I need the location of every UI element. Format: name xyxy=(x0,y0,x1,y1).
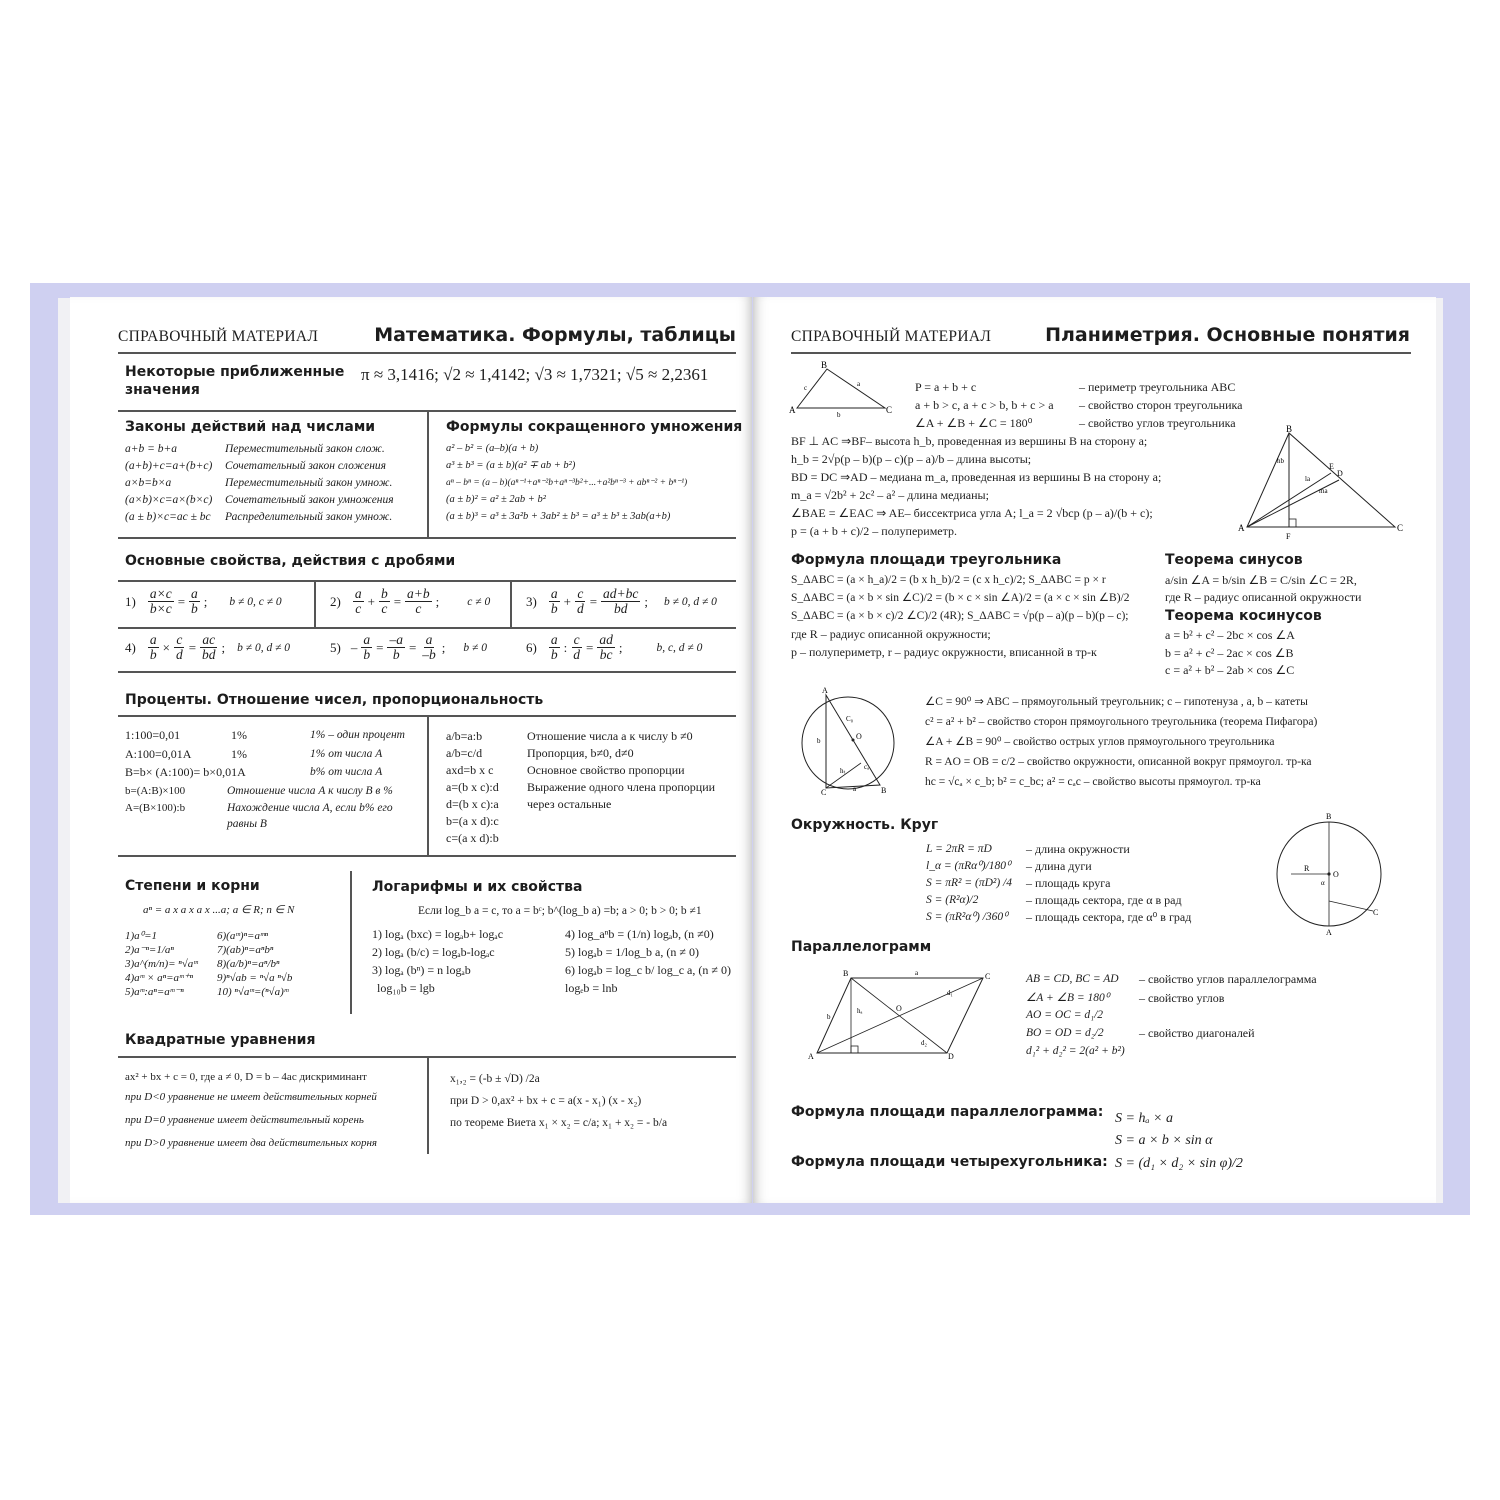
fraction: $\frac{a}{b}$ xyxy=(550,632,558,662)
divider xyxy=(314,580,316,627)
rule xyxy=(118,627,736,629)
cosines-line: b = a² + c² – 2ac × cos ∠B xyxy=(1165,646,1294,660)
svg-text:hb: hb xyxy=(1277,457,1284,465)
parallelogram-formula: AO = OC = d₁/2 xyxy=(1026,1009,1104,1021)
parallelogram-diagram xyxy=(797,961,997,1061)
percent-formula: B=b× (A:100)= b×0,01A xyxy=(125,765,246,779)
log-rule: logₑb = lnb xyxy=(565,981,618,995)
svg-text:C₀: C₀ xyxy=(846,715,854,723)
cosines-title: Теорема косинусов xyxy=(1165,608,1322,624)
law-desc: Сочетательный закон умножения xyxy=(225,494,394,506)
svg-text:A: A xyxy=(822,686,828,695)
circle-formula: S = (πR²α⁰) /360⁰ xyxy=(926,911,1008,923)
log-rule: 4) log_aⁿb = (1/n) logₐb, (n ≠0) xyxy=(565,927,714,941)
left-page xyxy=(70,297,752,1203)
proportion-formula: b=(a x d):c xyxy=(446,814,499,828)
area-formula: S_ΔABC = (a × b × sin ∠C)/2 = (b × c × sin ∠A)/2 = (a × c × sin ∠B)/2 xyxy=(791,592,1130,604)
parallelogram-area-title: Формула площади параллелограмма: xyxy=(791,1104,1104,1120)
parallelogram-formula: AB = CD, BC = AD xyxy=(1026,973,1119,985)
divider xyxy=(427,715,429,855)
percent-formula: A:100=0,01A xyxy=(125,747,192,761)
law-desc: Переместительный закон слож. xyxy=(225,443,385,455)
fraction: $\frac{-a}{b}$ xyxy=(389,632,403,662)
svg-text:O: O xyxy=(896,1004,902,1013)
percent-formula: A=(B×100):b xyxy=(125,802,186,814)
parallelogram-area-formula: S = a × b × sin α xyxy=(1115,1133,1213,1148)
rule xyxy=(118,537,736,539)
quadrilateral-area-formula: S = (d₁ × d₂ × sin φ)/2 xyxy=(1115,1156,1243,1171)
circle-formula: L = 2πR = πD xyxy=(926,843,992,855)
svg-text:cₐ: cₐ xyxy=(864,763,870,771)
svg-text:c: c xyxy=(804,384,808,392)
percent-desc: 1% – один процент xyxy=(310,729,405,741)
area-formula: где R – радиус описанной окружности; xyxy=(791,627,991,641)
svg-text:d₂: d₂ xyxy=(921,1039,927,1047)
parallelogram-area-formula: S = hₐ × a xyxy=(1115,1111,1173,1126)
triangle-desc: – периметр треугольника ABC xyxy=(1079,380,1236,394)
fraction: $\frac{b}{c}$ xyxy=(380,586,388,616)
triangle-line: p = (a + b + c)/2 – полупериметр. xyxy=(791,524,958,538)
proportion-formula: a/b=a:b xyxy=(446,729,483,743)
triangle-formula: a + b > c, a + c > b, b + c > a xyxy=(915,398,1054,412)
power-rule: 5)aᵐ:aⁿ=aᵐ⁻ⁿ xyxy=(125,986,184,998)
svg-text:a: a xyxy=(857,380,861,388)
area-title: Формула площади треугольника xyxy=(791,552,1062,568)
circle-title: Окружность. Круг xyxy=(791,817,939,833)
log-rule: 2) logₐ (b/c) = logₐb-logₐc xyxy=(372,945,495,959)
svg-text:A: A xyxy=(789,405,796,415)
fraction: $\frac{a}{-b}$ xyxy=(422,632,436,662)
svg-text:D: D xyxy=(948,1052,954,1061)
svg-text:a: a xyxy=(915,969,919,977)
sines-line: где R – радиус описанной окружности xyxy=(1165,590,1362,604)
fractions-title: Основные свойства, действия с дробями xyxy=(125,553,456,569)
logs-definition: Если log_b a = c, то a = bᶜ; b^(log_b a) =b; a > 0; b > 0; b ≠1 xyxy=(418,905,702,917)
log-rule: 3) logₐ (bⁿ) = n logₐb xyxy=(372,963,471,977)
fraction-rule-4: 4) $\frac{a}{b}$ × $\frac{c}{d}$ = $\frac{ac}{bd}$ ; b ≠ 0, d ≠ 0 xyxy=(125,632,291,662)
fraction: $\frac{ad+bc}{bd}$ xyxy=(603,586,639,616)
approx-title-1: Некоторые приближенные xyxy=(125,364,345,380)
powers-definition: aⁿ = a x a x a x ...a; a ∈ R; n ∈ N xyxy=(143,904,295,916)
svg-text:B: B xyxy=(821,360,828,370)
quadratic-line: ax² + bx + c = 0, где a ≠ 0, D = b – 4ac дискриминант xyxy=(125,1071,367,1083)
proportion-formula: axd=b x c xyxy=(446,763,494,777)
svg-text:b: b xyxy=(817,737,821,745)
parallelogram-desc: – свойство диагоналей xyxy=(1139,1026,1255,1040)
right-header-label: СПРАВОЧНЫЙ МАТЕРИАЛ xyxy=(791,328,992,345)
fraction-rule-5: 5) – $\frac{a}{b}$ = $\frac{-a}{b}$ = $\frac{a}{-b}$ ; b ≠ 0 xyxy=(330,632,487,662)
proportion-desc: Отношение числа a к числу b ≠0 xyxy=(527,729,693,743)
fraction: $\frac{a}{b}$ xyxy=(363,632,371,662)
svg-text:B: B xyxy=(881,786,887,795)
percent-desc: Нахождение числа A, если b% его xyxy=(227,802,393,814)
triangle-desc: – свойство углов треугольника xyxy=(1079,416,1236,430)
circle-formula: S = (R²α)/2 xyxy=(926,894,979,906)
svg-text:A: A xyxy=(808,1052,814,1061)
svg-text:b: b xyxy=(827,1013,831,1021)
law-formula: a+b = b+a xyxy=(125,443,178,455)
parallelogram-desc: – свойство углов xyxy=(1139,991,1225,1005)
triangle-heights-diagram xyxy=(1235,423,1410,541)
svg-text:b: b xyxy=(837,411,841,419)
law-formula: (a+b)+c=a+(b+c) xyxy=(125,460,213,472)
fraction: $\frac{ad}{bc}$ xyxy=(599,632,613,662)
svg-text:B: B xyxy=(1286,424,1293,434)
approx-title-2: значения xyxy=(125,382,200,398)
quadratic-line: при D=0 уравнение имеет действительный корень xyxy=(125,1114,364,1126)
triangle-line: ∠BAE = ∠EAC ⇒ AE– биссектриса угла A; l_a = 2 √bcp (p – a)/(b + c); xyxy=(791,506,1153,520)
fraction: $\frac{c}{d}$ xyxy=(573,632,580,662)
law-desc: Распределительный закон умнож. xyxy=(225,511,393,523)
percent-formula: 1:100=0,01 xyxy=(125,728,181,742)
circle-desc: – площадь сектора, где α в рад xyxy=(1026,893,1182,907)
right-page-title: Планиметрия. Основные понятия xyxy=(1045,324,1410,346)
proportion-desc: через остальные xyxy=(527,797,612,811)
abbr-formula: (a ± b)² = a² ± 2ab + b² xyxy=(446,494,546,505)
svg-text:d₁: d₁ xyxy=(947,989,953,997)
fraction: $\frac{a}{b}$ xyxy=(149,632,157,662)
svg-text:ma: ma xyxy=(1319,487,1328,495)
circle-desc: – площадь сектора, где α⁰ в град xyxy=(1026,910,1192,924)
svg-text:C: C xyxy=(1397,523,1404,533)
logs-title: Логарифмы и их свойства xyxy=(372,879,583,895)
svg-text:hₜ: hₜ xyxy=(840,767,846,775)
rule-number: 1) xyxy=(125,593,136,609)
area-formula: p – полупериметр, r – радиус окружности, вписанной в тр-к xyxy=(791,645,1097,659)
right-triangle-line: c² = a² + b² – свойство сторон прямоугольного треугольника (теорема Пифагора) xyxy=(925,716,1318,728)
svg-text:B: B xyxy=(843,969,849,978)
svg-text:E: E xyxy=(1329,462,1334,471)
approx-values: π ≈ 3,1416; √2 ≈ 1,4142; √3 ≈ 1,7321; √5 ≈ 2,2361 xyxy=(361,365,709,384)
power-rule: 7)(ab)ⁿ=aⁿbⁿ xyxy=(217,944,274,956)
law-formula: (a ± b)×c=ac ± bc xyxy=(125,511,211,523)
rule-number: 6) xyxy=(526,639,537,655)
cosines-line: a = b² + c² – 2bc × cos ∠A xyxy=(1165,628,1295,642)
svg-text:F: F xyxy=(1286,532,1291,541)
condition: b, c, d ≠ 0 xyxy=(656,641,703,654)
svg-text:la: la xyxy=(1305,475,1311,483)
svg-text:R: R xyxy=(1304,864,1310,873)
parallelogram-title: Параллелограмм xyxy=(791,939,932,955)
triangle-line: BF ⊥ AC ⇒BF– высота h_b, проведенная из вершины B на сторону a; xyxy=(791,434,1148,448)
condition: b ≠ 0 xyxy=(463,641,487,654)
percent-desc: b% от числа A xyxy=(310,766,383,778)
abbr-title: Формулы сокращенного умножения xyxy=(446,419,743,435)
percent-value: 1% xyxy=(231,728,247,742)
proportion-formula: c=(a x d):b xyxy=(446,831,499,845)
parallelogram-formula: d₁² + d₂² = 2(a² + b²) xyxy=(1026,1045,1125,1057)
svg-text:O: O xyxy=(856,732,862,741)
power-rule: 8)(a/b)ⁿ=aⁿ/bⁿ xyxy=(217,958,280,970)
quadratic-line: x₁,₂ = (-b ± √D) /2a xyxy=(450,1073,540,1085)
area-formula: S_ΔABC = (a × b × c)/2 ∠C)/2 (4R); S_ΔABC = √p(p – a)(p – b)(p – c); xyxy=(791,610,1129,622)
proportion-desc: Выражение одного члена пропорции xyxy=(527,780,716,794)
triangle-desc: – свойство сторон треугольника xyxy=(1079,398,1243,412)
right-triangle-line: ∠A + ∠B = 90⁰ – свойство острых углов прямоугольного треугольника xyxy=(925,736,1275,748)
quadratic-line: по теореме Виета x₁ × x₂ = c/a; x₁ + x₂ = - b/a xyxy=(450,1117,668,1129)
circle-desc: – длина дуги xyxy=(1026,859,1092,873)
fraction-rule-3: 3) $\frac{a}{b}$ + $\frac{c}{d}$ = $\frac{ad+bc}{bd}$ ; b ≠ 0, d ≠ 0 xyxy=(526,586,717,616)
condition: b ≠ 0, d ≠ 0 xyxy=(237,641,291,654)
triangle-line: m_a = √2b² + 2c² – a² – длина медианы; xyxy=(791,488,989,502)
svg-text:A: A xyxy=(1238,523,1245,533)
abbr-formula: a² – b² = (a–b)(a + b) xyxy=(446,443,539,454)
condition: c ≠ 0 xyxy=(467,595,491,608)
divider xyxy=(427,1056,429,1154)
fraction: $\frac{ac}{bd}$ xyxy=(202,632,216,662)
svg-text:hₐ: hₐ xyxy=(857,1007,863,1015)
rule xyxy=(118,855,736,857)
law-formula: a×b=b×a xyxy=(125,477,172,489)
proportion-formula: a/b=c/d xyxy=(446,746,483,760)
svg-text:O: O xyxy=(1333,870,1339,879)
svg-text:α: α xyxy=(1321,879,1325,887)
law-desc: Сочетательный закон сложения xyxy=(225,460,387,472)
rule-number: 3) xyxy=(526,593,537,609)
rule-number: 4) xyxy=(125,639,136,655)
percent-desc: 1% от числа A xyxy=(310,748,383,760)
laws-title: Законы действий над числами xyxy=(125,419,376,435)
svg-text:C: C xyxy=(985,972,991,981)
proportion-desc: Основное свойство пропорции xyxy=(527,763,685,777)
powers-title: Степени и корни xyxy=(125,878,260,894)
header-rule xyxy=(118,352,736,354)
svg-text:C: C xyxy=(886,405,893,415)
abbr-formula: aⁿ – bⁿ = (a – b)(aⁿ⁻¹+aⁿ⁻²b+aⁿ⁻³b²+...+a²bⁿ⁻³ + abⁿ⁻² + bⁿ⁻¹) xyxy=(446,478,688,488)
left-header-label: СПРАВОЧНЫЙ МАТЕРИАЛ xyxy=(118,328,319,345)
circle-formula: S = πR² = (πD²) /4 xyxy=(926,877,1012,889)
condition: b ≠ 0, d ≠ 0 xyxy=(664,595,717,608)
abbr-formula: (a ± b)³ = a³ ± 3a²b + 3ab² ± b³ = a³ ± b³ ± 3ab(a+b) xyxy=(446,511,671,522)
power-rule: 1)a⁰=1 xyxy=(125,930,157,942)
law-desc: Переместительный закон умнож. xyxy=(225,477,393,489)
power-rule: 10) ⁿ√aᵐ=(ⁿ√a)ᵐ xyxy=(217,986,289,998)
right-triangle-line: hc = √cₐ × c_b; b² = c_bc; a² = cₐc – свойство высоты прямоугол. тр-ка xyxy=(925,776,1261,788)
log-rule: 6) logₐb = log_c b/ log_c a, (n ≠ 0) xyxy=(565,963,731,977)
svg-text:C: C xyxy=(821,788,827,795)
sines-title: Теорема синусов xyxy=(1165,552,1303,568)
fraction: $\frac{a\times c}{b\times c}$ xyxy=(149,586,172,616)
percent-value: 1% xyxy=(231,747,247,761)
fraction: $\frac{c}{d}$ xyxy=(175,632,183,662)
triangle-line: h_b = 2√p(p – b)(p – c)(p – a)/b – длина высоты; xyxy=(791,452,1032,466)
divider xyxy=(427,410,429,537)
rule xyxy=(118,580,736,582)
abbr-formula: a³ ± b³ = (a ± b)(a² ∓ ab + b²) xyxy=(446,460,576,471)
power-rule: 6)(aᵐ)ⁿ=aᵐⁿ xyxy=(217,930,269,942)
percent-title: Проценты. Отношение чисел, пропорциональность xyxy=(125,692,544,708)
power-rule: 2)a⁻ⁿ=1/aⁿ xyxy=(125,944,174,956)
condition: b ≠ 0, c ≠ 0 xyxy=(229,595,282,608)
percent-desc: равны B xyxy=(227,818,267,830)
circle-desc: – длина окружности xyxy=(1026,842,1130,856)
proportion-formula: d=(b x c):a xyxy=(446,797,499,811)
triangle-formula: ∠A + ∠B + ∠C = 180⁰ xyxy=(915,416,1033,430)
right-triangle-circle-diagram xyxy=(793,685,903,795)
svg-text:a: a xyxy=(853,785,857,793)
fraction: $\frac{a}{b}$ xyxy=(550,586,558,616)
power-rule: 4)aᵐ × aⁿ=aᵐ⁺ⁿ xyxy=(125,972,193,984)
header-rule xyxy=(791,352,1411,354)
rule-number: 2) xyxy=(330,593,341,609)
parallelogram-formula: ∠A + ∠B = 180⁰ xyxy=(1026,992,1110,1004)
triangle-diagram xyxy=(787,359,897,421)
quadratic-title: Квадратные уравнения xyxy=(125,1032,316,1048)
fraction-rule-1: 1) $\frac{a\times c}{b\times c}$ = $\frac{a}{b}$ ; b ≠ 0, c ≠ 0 xyxy=(125,586,282,616)
sines-line: a/sin ∠A = b/sin ∠B = C/sin ∠C = 2R, xyxy=(1165,573,1357,587)
circle-diagram xyxy=(1271,809,1401,939)
cosines-line: c = a² + b² – 2ab × cos ∠C xyxy=(1165,663,1295,677)
parallelogram-desc: – свойство углов параллелограмма xyxy=(1139,972,1317,986)
rule xyxy=(118,671,736,673)
triangle-line: BD = DC ⇒AD – медиана m_a, проведенная из вершины B на сторону a; xyxy=(791,470,1162,484)
right-triangle-line: R = AO = OB = c/2 – свойство окружности, описанной вокруг прямоугол. тр-ка xyxy=(925,756,1312,768)
power-rule: 9)ⁿ√ab = ⁿ√a ⁿ√b xyxy=(217,972,293,984)
quadratic-line: при D<0 уравнение не имеет действительных корней xyxy=(125,1091,377,1103)
percent-formula: b=(A:B)×100 xyxy=(125,785,186,797)
parallelogram-formula: BO = OD = d₂/2 xyxy=(1026,1027,1104,1039)
svg-text:C: C xyxy=(1373,908,1379,917)
quadrilateral-area-title: Формула площади четырехугольника: xyxy=(791,1154,1108,1170)
divider xyxy=(350,871,352,1014)
divider xyxy=(510,580,512,627)
quadratic-line: при D>0 уравнение имеет два действительных корня xyxy=(125,1137,378,1149)
svg-text:D: D xyxy=(1337,469,1343,478)
law-formula: (a×b)×c=a×(b×c) xyxy=(125,494,213,506)
log-rule: 1) logₐ (bxc) = logₐb+ logₐc xyxy=(372,927,504,941)
right-triangle-line: ∠C = 90⁰ ⇒ ABC – прямоугольный треугольник; c – гипотенуза , a, b – катеты xyxy=(925,696,1308,708)
right-page xyxy=(753,297,1436,1203)
fraction-rule-2: 2) $\frac{a}{c}$ + $\frac{b}{c}$ = $\frac{a+b}{c}$ ; c ≠ 0 xyxy=(330,586,491,616)
fraction: $\frac{a}{c}$ xyxy=(354,586,362,616)
svg-text:B: B xyxy=(1326,812,1332,821)
area-formula: S_ΔABC = (a × h_a)/2 = (b x h_b)/2 = (c x h_c)/2; S_ΔABC = p × r xyxy=(791,574,1106,586)
circle-desc: – площадь круга xyxy=(1026,876,1111,890)
fraction: $\frac{c}{d}$ xyxy=(576,586,584,616)
proportion-formula: a=(b x c):d xyxy=(446,780,499,794)
quadratic-line: при D > 0,ax² + bx + c = a(x - x₁) (x - x₂) xyxy=(450,1095,642,1107)
svg-text:A: A xyxy=(1326,928,1332,937)
rule-number: 5) xyxy=(330,639,341,655)
fraction: $\frac{a}{b}$ xyxy=(191,586,198,616)
log-rule: log₁₀b = lgb xyxy=(377,981,435,995)
triangle-formula: P = a + b + c xyxy=(915,380,977,394)
percent-desc: Отношение числа A к числу B в % xyxy=(227,785,393,797)
fraction-rule-6: 6) $\frac{a}{b}$ : $\frac{c}{d}$ = $\frac{ad}{bc}$ ; b, c, d ≠ 0 xyxy=(526,632,703,662)
power-rule: 3)a^(m/n)= ⁿ√aᵐ xyxy=(125,958,198,970)
fraction: $\frac{a+b}{c}$ xyxy=(407,586,430,616)
left-page-title: Математика. Формулы, таблицы xyxy=(374,324,736,346)
proportion-desc: Пропорция, b≠0, d≠0 xyxy=(527,746,634,760)
circle-formula: l_α = (πRα⁰)/180⁰ xyxy=(926,860,1011,872)
log-rule: 5) logₐb = 1/log_b a, (n ≠ 0) xyxy=(565,945,699,959)
